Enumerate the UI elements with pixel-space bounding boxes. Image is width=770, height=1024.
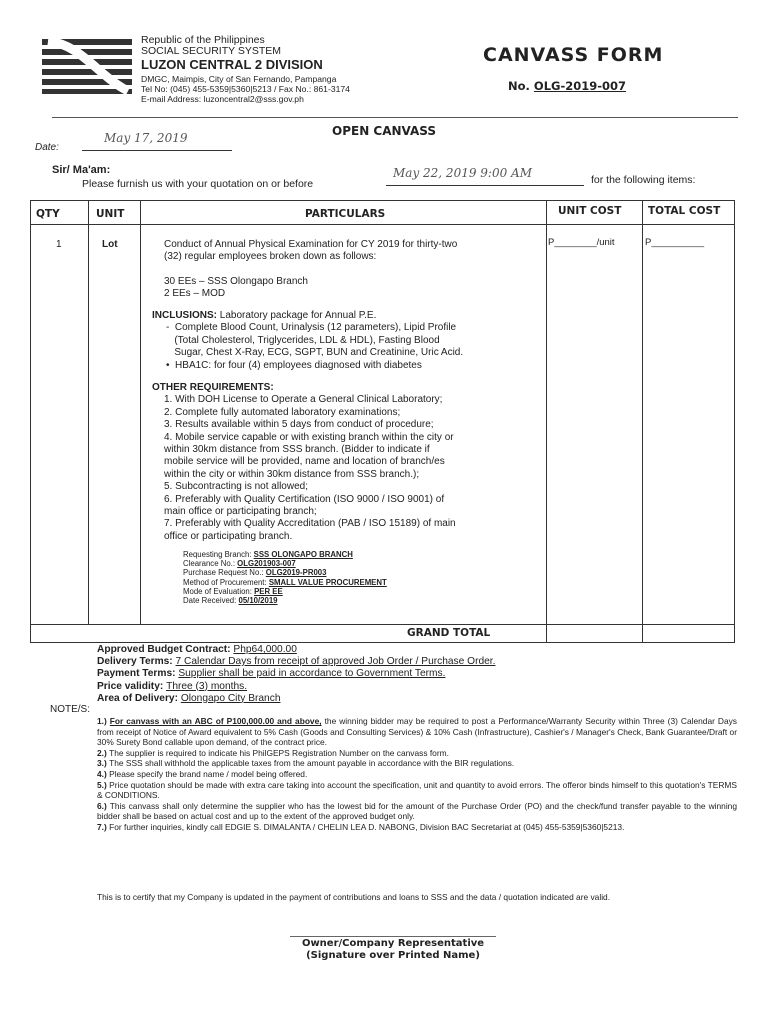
note-item: 2.) The supplier is required to indicate his PhilGEPS Registration Number on the canvass form. <box>97 747 449 758</box>
requirement-line: office or participating branch. <box>164 530 293 542</box>
terms <box>97 644 495 705</box>
notes-list <box>97 716 737 833</box>
row-unit: Lot <box>102 239 118 250</box>
meta-line: Mode of Evaluation: PER EE <box>183 586 283 596</box>
phone-line: Tel No: (045) 455-5359|5360|5213 / Fax No.: 861-3174 <box>141 84 350 94</box>
breakdown-line: 2 EEs – MOD <box>164 288 226 300</box>
requirement-line: within the city or within 30km distance from SSS branch.); <box>164 468 420 480</box>
header-qty: QTY <box>36 208 60 220</box>
meta-line: Clearance No.: OLG201903-007 <box>183 559 296 569</box>
org-subname: SOCIAL SECURITY SYSTEM <box>141 45 282 57</box>
requirement-line: 5. Subcontracting is not allowed; <box>164 481 308 493</box>
table-body-bottom-border <box>30 624 735 625</box>
date-value: May 17, 2019 <box>104 131 188 145</box>
header-divider <box>52 117 738 118</box>
requirement-line: 2. Complete fully automated laboratory examinations; <box>164 406 401 418</box>
meta-line: Method of Procurement: SMALL VALUE PROCUREMENT <box>183 577 387 587</box>
table-top-border <box>30 200 735 201</box>
form-number <box>508 79 626 93</box>
col-divider-qty <box>88 200 89 624</box>
requirement-line: 7. Preferably with Quality Accreditation (PAB / ISO 15189) of main <box>164 518 456 530</box>
row-description <box>164 239 544 264</box>
requirement-line: 4. Mobile service capable or with existing branch within the city or <box>164 431 454 443</box>
term-line: Delivery Terms: 7 Calendar Days from receipt of approved Job Order / Purchase Order. <box>97 656 496 668</box>
address-line: DMGC, Maimpis, City of San Fernando, Pampanga <box>141 74 337 84</box>
inclusion-line: • HBA1C: for four (4) employees diagnosed with diabetes <box>166 359 422 371</box>
col-divider-particulars <box>546 200 547 642</box>
request-text: Please furnish us with your quotation on or before <box>82 178 314 190</box>
note-item: 7.) For further inquiries, kindly call EDGIE S. DIMALANTA / CHELIN LEA D. NABONG, Division BAC Secretariat at (045) 455-5359|5360|5213. <box>97 821 625 832</box>
term-line: Area of Delivery: Olongapo City Branch <box>97 692 281 704</box>
signature-line <box>290 936 496 937</box>
header-unit-cost: UNIT COST <box>558 205 622 217</box>
requirement-line: 6. Preferably with Quality Certification (ISO 9000 / ISO 9001) of <box>164 493 445 505</box>
term-line: Price validity: Three (3) months. <box>97 680 248 692</box>
date-underline <box>82 150 232 151</box>
table-header-border <box>30 224 735 225</box>
inclusion-line: Sugar, Chest X-Ray, ECG, SGPT, BUN and Creatinine, Uric Acid. <box>166 347 464 359</box>
header-unit: UNIT <box>96 208 125 220</box>
meta-line: Requesting Branch: SSS OLONGAPO BRANCH <box>183 550 353 559</box>
notes-label: NOTE/S: <box>50 704 91 715</box>
request-suffix: for the following items: <box>591 174 696 186</box>
row-qty: 1 <box>56 239 62 250</box>
canvass-type: OPEN CANVASS <box>332 124 437 138</box>
request-meta <box>183 550 387 605</box>
signature-block <box>290 938 496 962</box>
requirement-line: mobile service will be provided, name and location of branch/es <box>164 456 445 468</box>
header-particulars: PARTICULARS <box>305 208 386 220</box>
address-block <box>141 74 350 104</box>
term-line: Approved Budget Contract: Php64,000.00 <box>97 644 297 655</box>
note-item: 4.) Please specify the brand name / model being offered. <box>97 768 308 779</box>
note-item: 5.) Price quotation should be made with extra care taking into account the specification, unit and quantity to avoid errors. The offeror binds himself to this quotation's TERMS & CONDITIONS. <box>97 779 737 801</box>
form-number-label: No. <box>508 79 530 93</box>
requirement-line: within 30km distance from SSS branch. (Bidder to indicate if <box>164 444 430 456</box>
row-total-cost: P__________ <box>645 237 705 248</box>
signature-title: Owner/Company Representative <box>301 938 485 949</box>
inclusions-intro: Laboratory package for Annual P.E. <box>217 310 377 321</box>
form-number-value: OLG-2019-007 <box>533 79 627 93</box>
note-item: 1.) For canvass with an ABC of P100,000.00 and above, the winning bidder may be required to post a Performance/Warranty Security within Three (3) Calendar Days from receipt of Notice of Award equivalent to 5% Cash (Goods and Consulting Services) & 10% Cash (Infrastructure), Cashier's / Manager's Check, Bank Guarantee/Draft or 30% Surety Bond callable upon demand, of the contract price. <box>97 716 737 748</box>
org-name: Republic of the Philippines <box>141 34 265 46</box>
col-divider-unit <box>140 200 141 624</box>
other-requirements-label: OTHER REQUIREMENTS: <box>152 382 274 393</box>
signature-caption: (Signature over Printed Name) <box>306 950 480 961</box>
breakdown <box>164 276 308 301</box>
sss-logo-icon <box>42 35 132 97</box>
header-total-cost: TOTAL COST <box>648 205 721 217</box>
date-label: Date: <box>35 142 59 153</box>
inclusions-label: INCLUSIONS: <box>152 310 217 321</box>
note-item: 3.) The SSS shall withhold the applicable taxes from the amount payable in accordance with the BIR regulations. <box>97 758 515 769</box>
table-right-border <box>734 200 735 642</box>
col-divider-unitcost <box>642 200 643 642</box>
salutation: Sir/ Ma'am: <box>52 164 111 176</box>
table-bottom-border <box>30 642 735 643</box>
inclusion-line: - Complete Blood Count, Urinalysis (12 parameters), Lipid Profile <box>166 322 457 334</box>
note-item: 6.) This canvass shall only determine the supplier who has the lowest bid for the amount of the Purchase Order (PO) and the check/fund transfer payable to the winning bidder shall be based on actual cost and up to the extent of the approved budget only. <box>97 800 737 822</box>
grand-total-label: GRAND TOTAL <box>407 627 491 639</box>
inclusion-line: (Total Cholesterol, Triglycerides, LDL & HDL), Fasting Blood <box>166 334 440 346</box>
table-left-border <box>30 200 31 642</box>
meta-line: Date Received: 05/10/2019 <box>183 596 278 606</box>
requirement-line: 3. Results available within 5 days from conduct of procedure; <box>164 419 434 431</box>
deadline-value: May 22, 2019 9:00 AM <box>393 166 533 180</box>
division-name: LUZON CENTRAL 2 DIVISION <box>141 57 323 72</box>
meta-line: Purchase Request No.: OLG2019-PR003 <box>183 568 327 578</box>
requirement-line: 1. With DOH License to Operate a General Clinical Laboratory; <box>164 394 443 406</box>
description-line: Conduct of Annual Physical Examination for CY 2019 for thirty-two <box>164 239 458 250</box>
other-requirements <box>152 382 544 543</box>
description-line: (32) regular employees broken down as follows: <box>164 251 377 263</box>
requirement-line: main office or participating branch; <box>164 506 317 518</box>
certification: This is to certify that my Company is updated in the payment of contributions and loans to SSS and the data / quotation indicated are valid. <box>97 892 611 902</box>
email-line: E-mail Address: luzoncentral2@sss.gov.ph <box>141 94 304 104</box>
term-line: Payment Terms: Supplier shall be paid in accordance to Government Terms. <box>97 668 446 680</box>
form-title: CANVASS FORM <box>483 44 664 66</box>
row-unit-cost: P________/unit <box>548 237 615 248</box>
deadline-underline <box>386 185 584 186</box>
breakdown-line: 30 EEs – SSS Olongapo Branch <box>164 276 308 287</box>
inclusions <box>152 310 544 372</box>
